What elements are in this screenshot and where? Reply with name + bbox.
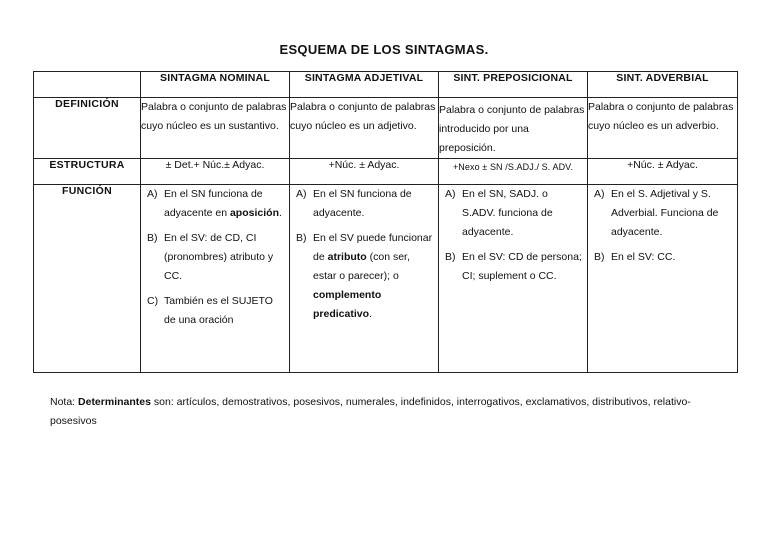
list-marker: B) xyxy=(296,232,307,244)
header-adjetival: SINTAGMA ADJETIVAL xyxy=(290,72,439,98)
list-marker: A) xyxy=(594,188,605,200)
list-text: También es el SUJETO de una oración xyxy=(164,295,273,326)
list-marker: C) xyxy=(147,295,159,307)
list-marker: A) xyxy=(147,188,158,200)
text-fragment: En el SN funciona de adyacente en xyxy=(164,188,263,219)
header-nominal: SINTAGMA NOMINAL xyxy=(141,72,290,98)
note-prefix: Nota: xyxy=(50,396,79,408)
estructura-adjetival: +Núc. ± Adyac. xyxy=(290,159,439,185)
header-adverbial: SINT. ADVERBIAL xyxy=(588,72,738,98)
text-fragment: En el SV puede funcionar de xyxy=(313,232,433,263)
funcion-adverbial xyxy=(588,185,738,373)
syntagma-table xyxy=(33,71,738,373)
definicion-row xyxy=(34,98,738,159)
text-fragment: . xyxy=(278,207,282,219)
list-text: En el SV: CD de persona; CI; suplement o CC. xyxy=(462,251,582,282)
estructura-row xyxy=(34,159,738,185)
funcion-preposicional xyxy=(439,185,588,373)
funcion-adjetival-item xyxy=(296,229,434,324)
funcion-adjetival xyxy=(290,185,439,373)
list-marker: B) xyxy=(594,251,605,263)
definicion-label: DEFINICIÓN xyxy=(34,98,141,159)
definicion-preposicional: Palabra o conjunto de palabras introducido por una preposición. xyxy=(439,98,588,159)
header-row xyxy=(34,72,738,98)
note-text: son: artículos, demostrativos, posesivos, numerales, indefinidos, interrogativos, exclamativos, distributivos, relativo-posesivos xyxy=(50,396,691,427)
funcion-row xyxy=(34,185,738,373)
funcion-adverbial-item xyxy=(594,185,733,242)
list-text: En el SV: de CD, CI (pronombres) atributo y CC. xyxy=(164,232,274,282)
header-preposicional: SINT. PREPOSICIONAL xyxy=(439,72,588,98)
list-marker: B) xyxy=(147,232,158,244)
funcion-preposicional-item xyxy=(445,185,583,242)
funcion-nominal-item xyxy=(147,185,285,223)
list-text: En el SV: CC. xyxy=(611,251,676,263)
funcion-nominal xyxy=(141,185,290,373)
list-marker: B) xyxy=(445,251,456,263)
list-text: En el S. Adjetival y S. Adverbial. Funciona de adyacente. xyxy=(611,188,719,238)
list-marker: A) xyxy=(445,188,456,200)
text-fragment: . xyxy=(369,308,372,320)
funcion-adverbial-item xyxy=(594,248,733,267)
definicion-adjetival: Palabra o conjunto de palabras cuyo núcleo es un adjetivo. xyxy=(290,98,439,159)
estructura-preposicional: +Nexo ± SN /S.ADJ./ S. ADV. xyxy=(439,159,588,185)
estructura-label: ESTRUCTURA xyxy=(34,159,141,185)
list-text: En el SN funciona de adyacente. xyxy=(313,188,412,219)
text-fragment: (con ser, estar o parecer); o xyxy=(313,251,410,282)
definicion-adverbial: Palabra o conjunto de palabras cuyo núcleo es un adverbio. xyxy=(588,98,738,159)
funcion-preposicional-item xyxy=(445,248,583,286)
funcion-adjetival-item xyxy=(296,185,434,223)
bold-term: atributo xyxy=(327,251,367,263)
funcion-label: FUNCIÓN xyxy=(34,185,141,373)
list-text: En el SN, SADJ. o S.ADV. funciona de adyacente. xyxy=(462,188,553,238)
footnote xyxy=(50,393,710,431)
definicion-nominal: Palabra o conjunto de palabras cuyo núcleo es un sustantivo. xyxy=(141,98,290,159)
bold-term: aposición xyxy=(229,207,279,219)
header-corner xyxy=(34,72,141,98)
funcion-nominal-item xyxy=(147,229,285,286)
page-title: ESQUEMA DE LOS SINTAGMAS. xyxy=(279,42,489,57)
list-text xyxy=(164,185,285,223)
estructura-adverbial: +Núc. ± Adyac. xyxy=(588,159,738,185)
bold-term: complemento predicativo xyxy=(313,289,382,320)
funcion-nominal-item xyxy=(147,292,285,330)
note-bold-term: Determinantes xyxy=(78,396,151,408)
estructura-nominal: ± Det.+ Núc.± Adyac. xyxy=(141,159,290,185)
list-text xyxy=(313,229,434,324)
list-marker: A) xyxy=(296,188,307,200)
